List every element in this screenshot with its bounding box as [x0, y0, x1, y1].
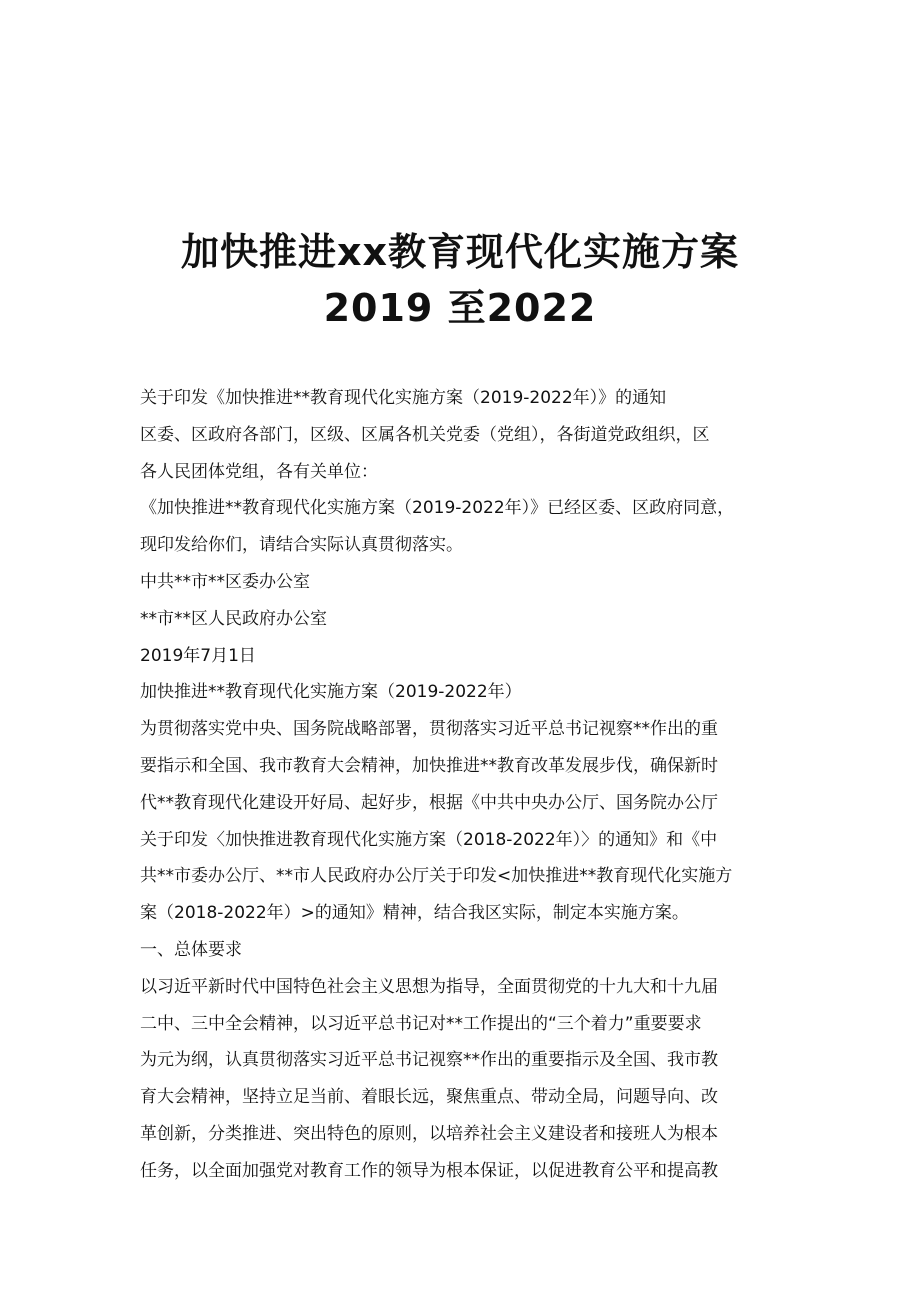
body-line: 为贯彻落实党中央、国务院战略部署，贯彻落实习近平总书记视察**作出的重: [140, 719, 718, 740]
body-line: 关于印发《加快推进**教育现代化实施方案（2019-2022年）》的通知: [140, 388, 667, 408]
body-line: 要指示和全国、我市教育大会精神，加快推进**教育改革发展步伐，确保新时: [140, 755, 718, 776]
body-line: 关于印发〈加快推进教育现代化实施方案（2018-2022年）〉的通知》和《中: [140, 829, 718, 850]
body-line: 代**教育现代化建设开好局、起好步，根据《中共中央办公厅、国务院办公厅: [140, 792, 718, 813]
body-line: 中共**市**区委办公室: [140, 571, 310, 592]
document-title-line-1: 加快推进xx教育现代化实施方案: [180, 230, 740, 274]
body-line: 加快推进**教育现代化实施方案（2019-2022年）: [140, 682, 522, 703]
body-line: 案（2018-2022年）>的通知》精神，结合我区实际，制定本实施方案。: [140, 903, 689, 924]
body-line: **市**区人民政府办公室: [140, 608, 327, 629]
body-line: 2019年7月1日: [140, 645, 256, 666]
body-line: 为元为纲，认真贯彻落实习近平总书记视察**作出的重要指示及全国、我市教: [140, 1050, 718, 1071]
body-line: 任务，以全面加强党对教育工作的领导为根本保证，以促进教育公平和提高教: [140, 1160, 718, 1181]
document-title-line-2: 2019 至2022: [323, 286, 597, 330]
body-line: 以习近平新时代中国特色社会主义思想为指导，全面贯彻党的十九大和十九届: [140, 976, 718, 997]
section-heading: 一、总体要求: [140, 939, 242, 960]
body-line: 区委、区政府各部门，区级、区属各机关党委（党组），各街道党政组织，区: [140, 424, 710, 445]
body-line: 各人民团体党组，各有关单位：: [140, 461, 378, 482]
body-line: 革创新，分类推进、突出特色的原则，以培养社会主义建设者和接班人为根本: [140, 1123, 718, 1144]
body-line: 现印发给你们，请结合实际认真贯彻落实。: [140, 535, 463, 556]
body-line: 二中、三中全会精神，以习近平总书记对**工作提出的“三个着力”重要要求: [140, 1013, 702, 1034]
body-line: 育大会精神，坚持立足当前、着眼长远，聚焦重点、带动全局，问题导向、改: [140, 1087, 718, 1108]
body-line: 《加快推进**教育现代化实施方案（2019-2022年）》已经区委、区政府同意，: [140, 498, 735, 519]
document-body: [140, 380, 790, 1190]
body-line: 共**市委办公厅、**市人民政府办公厅关于印发<加快推进**教育现代化实施方: [140, 866, 733, 887]
